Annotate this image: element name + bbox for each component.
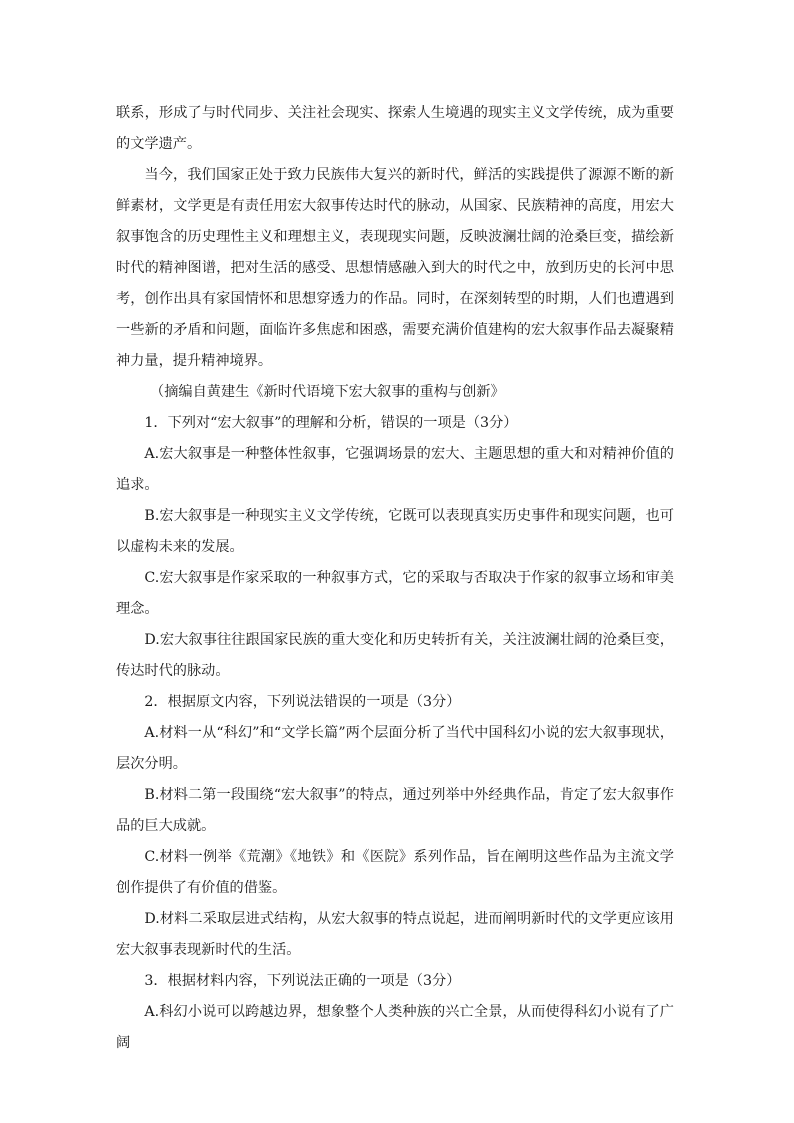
question-stem: 1．下列对“宏大叙事”的理解和分析，错误的一项是（3分）: [144, 415, 518, 431]
document-page: [116, 98, 674, 1059]
question-option: A.科幻小说可以跨越边界，想象整个人类种族的兴亡全景，从而使得科幻小说有了广阔: [116, 1004, 674, 1051]
question-option: C.材料一例举《荒潮》《地铁》和《医院》系列作品，旨在阐明这些作品为主流文学创作提供了有价值的借鉴。: [116, 849, 674, 896]
question-option: C.宏大叙事是作家采取的一种叙事方式，它的采取与否取决于作家的叙事立场和审美理念。: [116, 570, 674, 617]
question-option: A.宏大叙事是一种整体性叙事，它强调场景的宏大、主题思想的重大和对精神价值的追求。: [116, 446, 674, 493]
question-option: A.材料一从“科幻”和“文学长篇”两个层面分析了当代中国科幻小说的宏大叙事现状，层次分明。: [116, 725, 674, 772]
passage-paragraph: 当今，我们国家正处于致力民族伟大复兴的新时代，鲜活的实践提供了源源不断的新鲜素材，文学更是有责任用宏大叙事传达时代的脉动，从国家、民族精神的高度，用宏大叙事饱含的历史理性主义和理想主义，表现现实问题，反映波澜壮阔的沧桑巨变，描绘新时代的精神图谱，把对生活的感受、思想情感融入到大的时代之中，放到历史的长河中思考，创作出具有家国情怀和思想穿透力的作品。同时，在深刻转型的时期，人们也遭遇到一些新的矛盾和问题，面临许多焦虑和困惑，需要充满价值建构的宏大叙事作品去凝聚精神力量，提升精神境界。: [116, 167, 674, 369]
source-citation: （摘编自黄建生《新时代语境下宏大叙事的重构与创新》: [150, 384, 505, 400]
question-option: D.宏大叙事往往跟国家民族的重大变化和历史转折有关，关注波澜壮阔的沧桑巨变，传达时代的脉动。: [116, 632, 674, 679]
question-option: B.材料二第一段围绕“宏大叙事”的特点，通过列举中外经典作品，肯定了宏大叙事作品的巨大成就。: [116, 787, 674, 834]
question-option: D.材料二采取层进式结构，从宏大叙事的特点说起，进而阐明新时代的文学更应该用宏大叙事表现新时代的生活。: [116, 911, 674, 958]
passage-paragraph-continued: 联系，形成了与时代同步、关注社会现实、探索人生境遇的现实主义文学传统，成为重要的文学遗产。: [116, 105, 674, 152]
question-option: B.宏大叙事是一种现实主义文学传统，它既可以表现真实历史事件和现实问题，也可以虚构未来的发展。: [116, 508, 674, 555]
question-stem: 2．根据原文内容，下列说法错误的一项是（3分）: [144, 694, 461, 710]
question-stem: 3．根据材料内容，下列说法正确的一项是（3分）: [144, 973, 461, 989]
